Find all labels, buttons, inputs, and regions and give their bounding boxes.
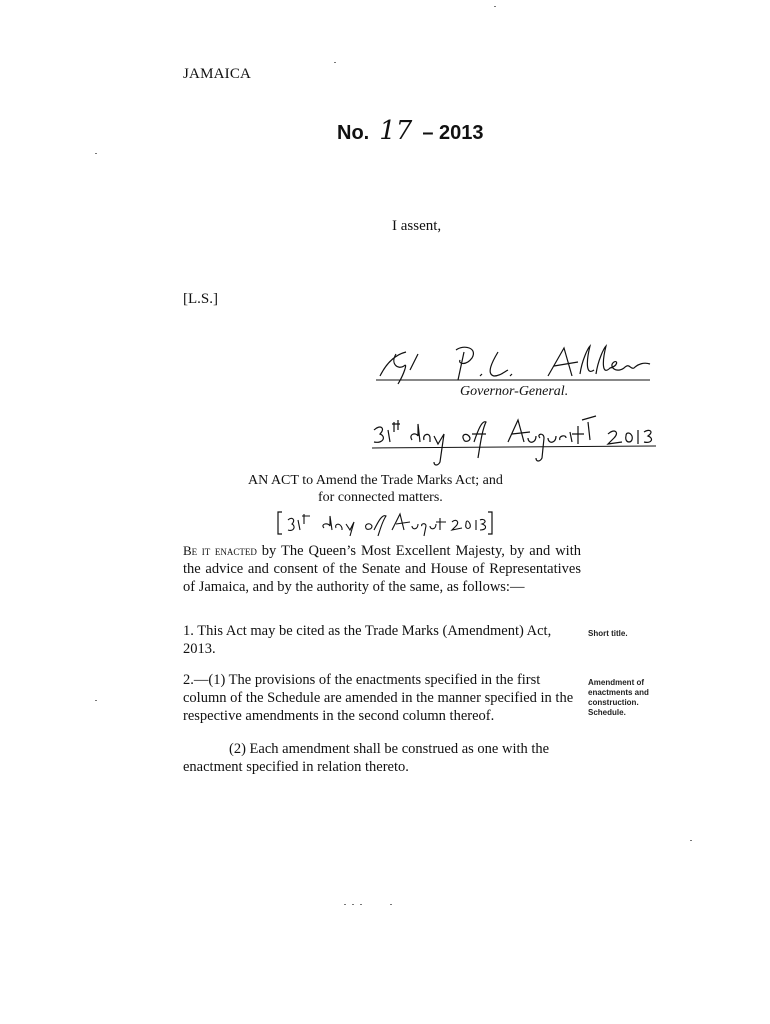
margin-note-short-title: Short title. [588,629,628,638]
scan-speck [344,904,346,905]
scan-speck [95,700,97,701]
act-title-line-2: for connected matters. [318,490,443,505]
act-title-line-1: AN ACT to Amend the Trade Marks Act; and [248,473,503,488]
act-year: – 2013 [422,122,484,144]
section-1-short-title: 1. This Act may be cited as the Trade Marks (Amendment) Act, 2013. [183,623,552,657]
seal-placeholder: [L.S.] [183,291,218,307]
act-number [337,116,483,146]
scan-speck [334,62,336,63]
enacting-text: by The Queen’s Most Excellent Majesty, by and with the advice and consent of the Senate and House of Representatives of Jamaica, and by the authority of the same, as follows:— [183,543,581,595]
scan-speck [95,153,97,154]
scan-speck [690,840,692,841]
act-number-prefix: No. [337,122,370,144]
section-2-subsection-1: 2.—(1) The provisions of the enactments specified in the first column of the Schedule are amended in the manner specified in the respective amendments in the second column thereof. [183,672,574,724]
governor-general-label: Governor-General. [460,384,569,399]
enacting-lead: Be it enacted [183,543,257,558]
enactment-date-handwritten [276,508,496,538]
section-2-subsection-2: (2) Each amendment shall be construed as one with the enactment specified in relation thereto. [183,741,550,775]
assent-date-handwritten [368,410,658,468]
scan-speck [390,904,392,905]
governor-signature [368,340,658,388]
act-number-handwritten: 17 [379,116,413,146]
scan-speck [360,904,362,905]
scan-speck [494,6,496,7]
country-heading: JAMAICA [183,66,252,82]
enacting-formula [183,542,581,596]
margin-note-amendment: Amendment of enactments and construction. Schedule. [588,678,649,717]
scan-speck [352,904,354,905]
assent-text: I assent, [392,218,442,234]
